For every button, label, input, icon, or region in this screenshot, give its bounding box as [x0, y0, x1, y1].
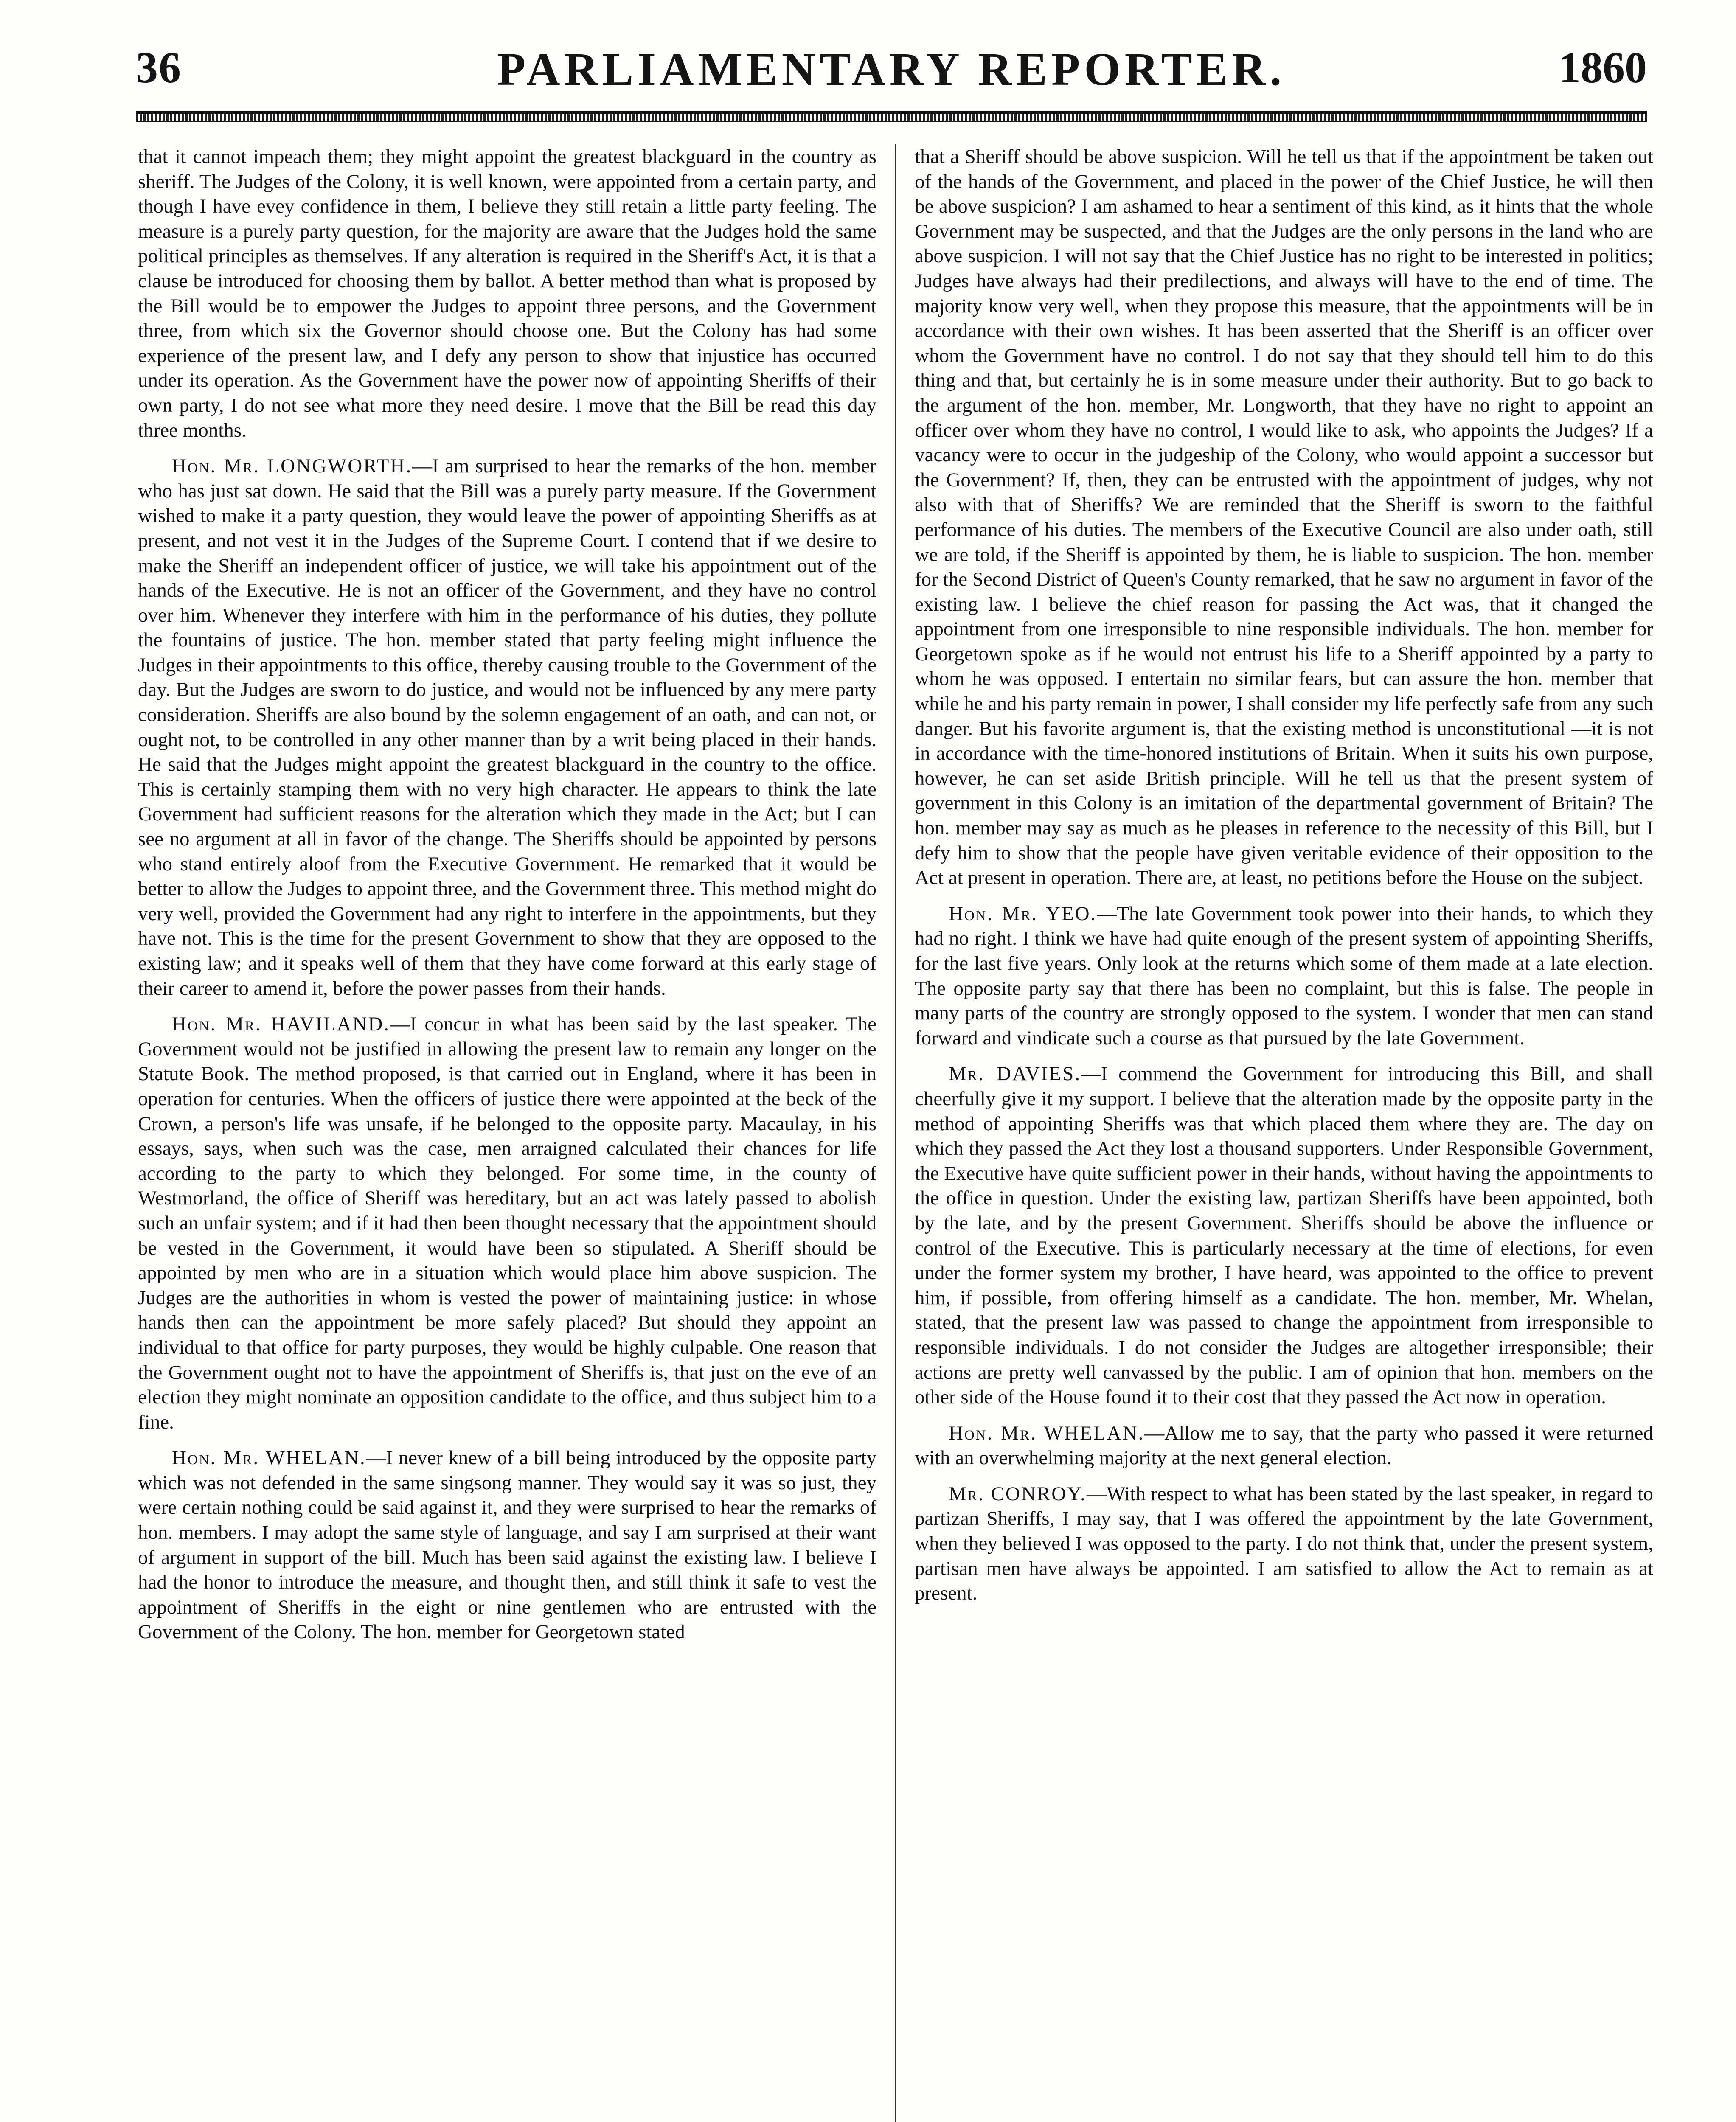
speech-text: —I am surprised to hear the remarks of the hon. member who has just sat down. He said that the Bill was a purely party measure. If the Government wished to make it a party question, they would leave the power of appointing Sheriffs as at present, and not vest it in the Judges of the Supreme Court. I contend that if we desire to make the Sheriff an independent officer of justice, we will take his appointment out of the hands of the Executive. He is not an officer of the Government, and they have no control over him. Whenever they interfere with him in the performance of his duties, they pollute the fountains of justice. The hon. member stated that party feeling might influence the Judges in their appointments to this office, thereby causing trouble to the Government of the day. But the Judges are sworn to do justice, and would not be influenced by any mere party consideration. Sheriffs are also bound by the solemn engagement of an oath, and can not, or ought not, to be controlled in any other manner than by a writ being placed in their hands. He said that the Judges might appoint the greatest blackguard in the country to the office. This is certainly stamping them with no very high character. He appears to think the late Government had sufficient reasons for the alteration which they made in the Act; but I can see no argument at all in favor of the change. The Sheriffs should be appointed by persons who stand entirely aloof from the Executive Government. He remarked that it would be better to allow the Judges to appoint three, and the Government three. This method might do very well, provided the Government had any right to interfere in the appointments, but they have not. This is the time for the present Government to show that they are opposed to the existing law; and it speaks well of them that they have come forward at this early stage of their career to amend it, before the power passes from their hands. — [138, 455, 876, 999]
speech-text: —I never knew of a bill being introduced by the opposite party which was not defended in the same singsong manner. They would say it was so just, they were certain nothing could be said against it, and they were surprised to hear the remarks of hon. members. I may adopt the same style of language, and say I am surprised at their want of argument in support of the bill. Much has been said against the existing law. I believe I had the honor to introduce the measure, and thought then, and still think it safe to vest the appointment of Sheriffs in the eight or nine gentlemen who are entrusted with the Government of the Colony. The hon. member for Georgetown stated — [138, 1447, 876, 1643]
speaker-name: Hon. Mr. WHELAN. — [949, 1422, 1145, 1444]
speaker-name: Mr. DAVIES. — [949, 1063, 1081, 1085]
speaker-name: Hon. Mr. WHELAN. — [172, 1447, 366, 1469]
header-rule — [136, 111, 1647, 122]
speech-text: —The late Government took power into their hands, to which they had no right. I think we have had quite enough of the present system of appointing Sheriffs, for the last five years. Only look at the returns which some of them made at a late election. The opposite party say that there has been no complaint, but this is false. The people in many parts of the country are strongly opposed to the system. I wonder that men can stand forward and vindicate such a course as that pursued by the late Government. — [915, 902, 1653, 1049]
speech-text: —I concur in what has been said by the last speaker. The Government would not be justified in allowing the present law to remain any longer on the Statute Book. The method proposed, is that carried out in England, where it has been in operation for centuries. When the officers of justice there were appointed at the beck of the Crown, a person's life was unsafe, if he belonged to the opposite party. Macaulay, in his essays, says, when such was the case, men arraigned calculated their chances for life according to the party to which they belonged. For some time, in the county of Westmorland, the office of Sheriff was hereditary, but an act was lately passed to abolish such an unfair system; and if it had then been thought necessary that the appointment should be vested in the Government, it would have been so stipulated. A Sheriff should be appointed by men who are in a situation which would place him above suspicion. The Judges are the authorities in whom is vested the power of maintaining justice: in whose hands then can the appointment be more safely placed? But should they appoint an individual to that office for party purposes, they would be highly culpable. One reason that the Government ought not to have the appointment of Sheriffs is, that just on the eve of an election they might nominate an opposition candidate to the office, and thus subject him to a fine. — [138, 1013, 876, 1433]
running-title: PARLIAMENTARY REPORTER. — [497, 43, 1286, 95]
speech-text: —I commend the Government for introducing this Bill, and shall cheerfully give it my support. I believe that the alteration made by the opposite party in the method of appointing Sheriffs was that which placed them where they are. The day on which they passed the Act they lost a thousand supporters. Under Responsible Government, the Executive have quite sufficient power in their hands, without having the appointments to the office in question. Under the existing law, partizan Sheriffs have been appointed, both by the late, and by the present Government. Sheriffs should be above the influence or control of the Executive. This is particularly necessary at the time of elections, for even under the former system my brother, I have heard, was appointed to the office to prevent him, if possible, from offering himself as a candidate. The hon. member, Mr. Whelan, stated, that the present law was passed to change the appointment from irresponsible to responsible individuals. I do not consider the Judges are altogether irresponsible; their actions are pretty well canvassed by the public. I am of opinion that hon. members on the other side of the House found it to their cost that they passed the Act now in operation. — [915, 1063, 1653, 1409]
continued-paragraph — [138, 144, 876, 443]
masthead — [136, 42, 1647, 115]
speech-conroy — [915, 1482, 1653, 1606]
right-column — [915, 144, 1653, 2122]
left-column — [138, 144, 876, 2122]
speech-longworth — [138, 454, 876, 1001]
speech-whelan — [138, 1446, 876, 1645]
speech-yeo — [915, 901, 1653, 1051]
speech-davies — [915, 1061, 1653, 1409]
speech-whelan-reply — [915, 1421, 1653, 1471]
speech-text: —With respect to what has been stated by the last speaker, in regard to partizan Sheriffs, I may say, that I was offered the appointment by the late Government, when they believed I was opposed to the party. I do not think that, under the present system, partisan men have always be appointed. I am satisfied to allow the Act to remain as at present. — [915, 1482, 1653, 1605]
paragraph-text: that it cannot impeach them; they might appoint the greatest blackguard in the country as sheriff. The Judges of the Colony, it is well known, were appointed from a certain party, and though I have evey confidence in them, I believe they still retain a little party feeling. The measure is a purely party question, for the majority are aware that the Judges hold the same political principles as themselves. If any alteration is required in the Sheriff's Act, it is that a clause be introduced for choosing them by ballot. A better method than what is proposed by the Bill would be to empower the Judges to appoint three persons, and the Government three, from which six the Governor should choose one. But the Colony has had some experience of the present law, and I defy any person to show that injustice has occurred under its operation. As the Government have the power now of appointing Sheriffs of their own party, I do not see what more they need desire. I move that the Bill be read this day three months. — [138, 146, 876, 441]
continued-paragraph — [915, 144, 1653, 890]
speaker-name: Hon. Mr. LONGWORTH. — [172, 455, 413, 477]
year: 1860 — [1559, 43, 1647, 92]
column-divider — [895, 144, 896, 2122]
speaker-name: Mr. CONROY. — [949, 1482, 1087, 1505]
speaker-name: Hon. Mr. HAVILAND. — [172, 1013, 390, 1036]
speaker-name: Hon. Mr. YEO. — [949, 902, 1097, 925]
speech-text: —Allow me to say, that the party who passed it were returned with an overwhelming majority at the next general election. — [915, 1422, 1653, 1469]
paragraph-text: that a Sheriff should be above suspicion. Will he tell us that if the appointment be taken out of the hands of the Government, and placed in the power of the Chief Justice, he will then be above suspicion? I am ashamed to hear a sentiment of this kind, as it hints that the whole Government may be suspected, and that the Judges are the only persons in the land who are above suspicion. I will not say that the Chief Justice has no right to be interested in politics; Judges have always had their predilections, and always will have to the end of time. The majority know very well, when they propose this measure, that the appointments will be in accordance with their own wishes. It has been asserted that the Sheriff is an officer over whom the Government have no control. I do not say that they should tell him to do this thing and that, but certainly he is in some measure under their authority. But to go back to the argument of the hon. member, Mr. Longworth, that they have no right to appoint an officer over whom they have no control, I would like to ask, who appoints the Judges? If a vacancy were to occur in the judgeship of the Colony, who would appoint a successor but the Government? If, then, they can be entrusted with the appointment of judges, why not also with that of Sheriffs? We are reminded that the Sheriff is sworn to the faithful performance of his duties. The members of the Executive Council are also under oath, still we are told, if the Sheriff is appointed by them, he is liable to suspicion. The hon. member for the Second District of Queen's County remarked, that he saw no argument in favor of the existing law. I believe the chief reason for passing the Act was, that it changed the appointment from one irresponsible to nine responsible individuals. The hon. member for Georgetown spoke as if he would not entrust his life to a Sheriff appointed by a party to whom he was opposed. I entertain no similar fears, but can assure the hon. member that while he and his party remain in power, I shall consider my life perfectly safe from any such danger. But his favorite argument is, that the existing method is unconstitutional —it is not in accordance with the time-honored institutions of Britain. When it suits his own purpose, however, he can set aside British principle. Will he tell us that the present system of government in this Colony is an imitation of the departmental government of Britain? The hon. member may say as much as he pleases in reference to the necessity of this Bill, but I defy him to show that the people have given veritable evidence of their opposition to the Act at present in operation. There are, at least, no petitions before the House on the subject. — [915, 146, 1653, 889]
speech-haviland — [138, 1012, 876, 1434]
page-number: 36 — [136, 43, 182, 92]
